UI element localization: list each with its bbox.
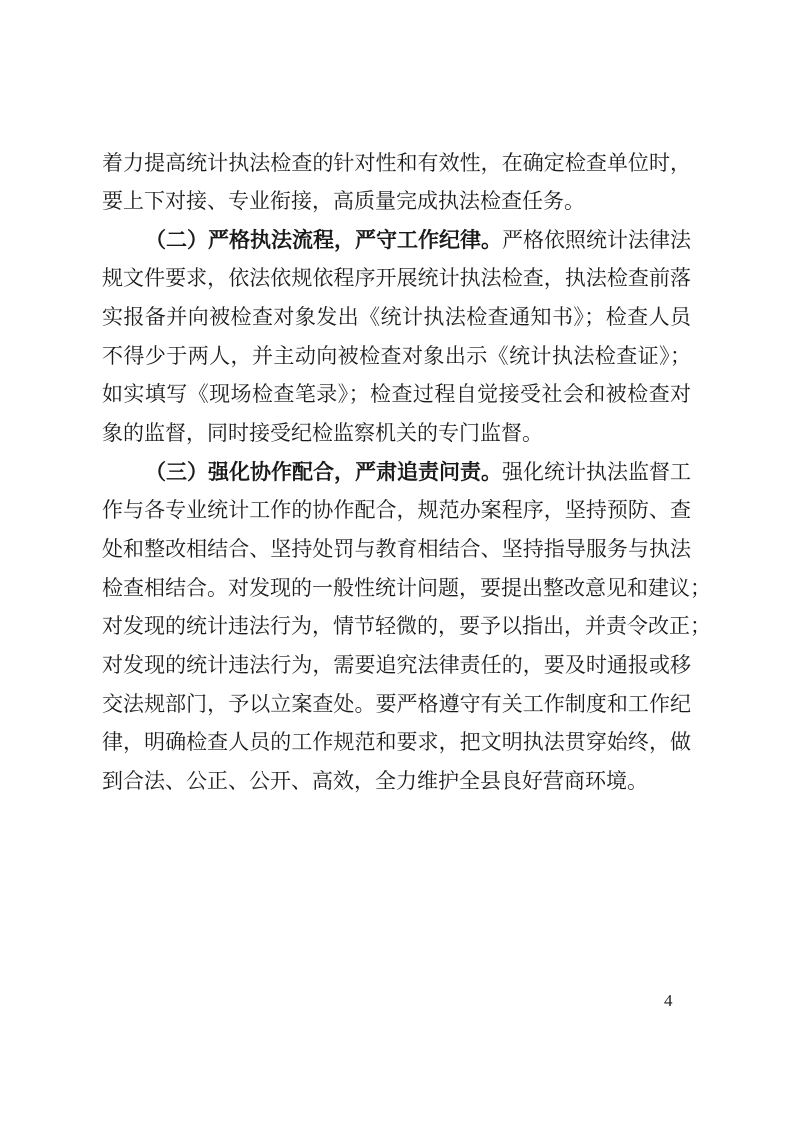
paragraph-3-line: 检查相结合。对发现的一般性统计问题，要提出整改意见和建议； [102,576,711,600]
paragraph-2-text: 严格依照统计法律法 [502,228,691,252]
paragraph-3-line: 对发现的统计违法行为，情节轻微的，要予以指出，并责令改正； [102,614,711,638]
paragraph-3-line: 处和整改相结合、坚持处罚与教育相结合、坚持指导服务与执法 [102,537,691,561]
section-heading-3: （三）强化协作配合，严肃追责问责。 [145,460,502,484]
paragraph-1-line: 着力提高统计执法检查的针对性和有效性，在确定检查单位时， [102,151,691,175]
paragraph-3-line: 对发现的统计违法行为，需要追究法律责任的，要及时通报或移 [102,653,691,677]
page-number: 4 [664,991,673,1010]
paragraph-3-line: 到合法、公正、公开、高效，全力维护全县良好营商环境。 [102,769,648,793]
paragraph-2-line: 实报备并向被检查对象发出《统计执法检查通知书》；检查人员 [102,305,691,329]
paragraph-2-line: 不得少于两人，并主动向被检查对象出示《统计执法检查证》； [102,344,691,368]
paragraph-2-line: 规文件要求，依法依规依程序开展统计执法检查，执法检查前落 [102,266,691,290]
paragraph-2-first-line [145,224,691,256]
paragraph-3-line: 作与各专业统计工作的协作配合，规范办案程序，坚持预防、查 [102,498,691,522]
paragraph-2-line: 如实填写《现场检查笔录》；检查过程自觉接受社会和被检查对 [102,382,691,406]
paragraph-1-line: 要上下对接、专业衔接，高质量完成执法检查任务。 [102,189,585,213]
paragraph-3-line: 律，明确检查人员的工作规范和要求，把文明执法贯穿始终，做 [102,730,691,754]
paragraph-3-first-line [145,456,691,488]
paragraph-2-line: 象的监督，同时接受纪检监察机关的专门监督。 [102,421,543,445]
paragraph-3-text: 强化统计执法监督工 [502,460,691,484]
paragraph-3-line: 交法规部门，予以立案查处。要严格遵守有关工作制度和工作纪 [102,692,691,716]
section-heading-2: （二）严格执法流程，严守工作纪律。 [145,228,502,252]
